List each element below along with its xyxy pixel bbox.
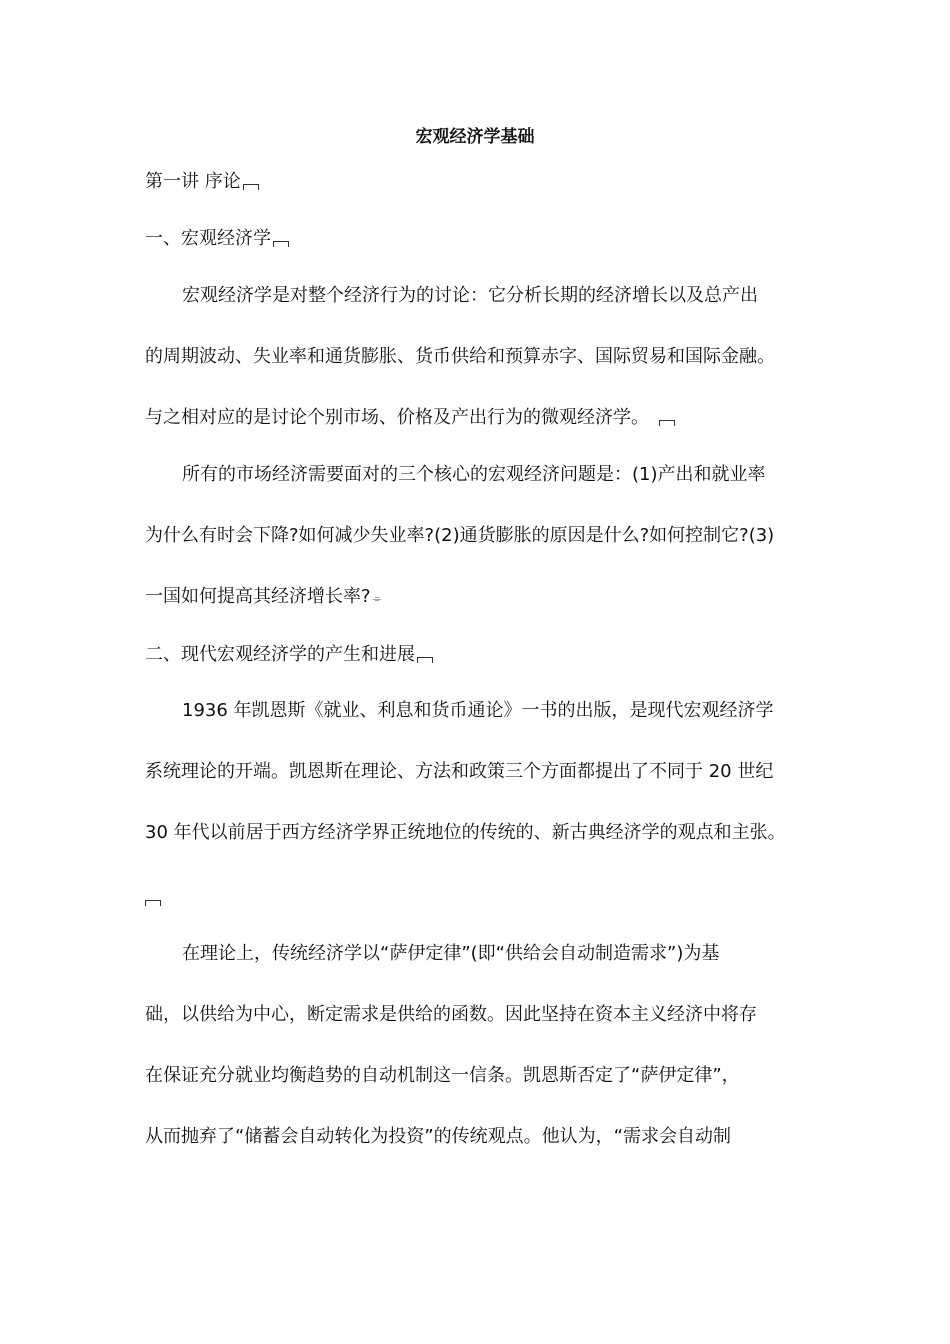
paragraph-mark-icon	[659, 420, 675, 426]
paragraph-line: 为什么有时会下降?如何减少失业率?(2)通货膨胀的原因是什么?如何控制它?(3)	[145, 525, 775, 546]
text-line: 一、宏观经济学	[145, 228, 271, 249]
paragraph-mark-icon	[243, 184, 259, 190]
paragraph-line: 在理论上，传统经济学以“萨伊定律”(即“供给会自动制造需求”)为基	[182, 943, 720, 964]
paragraph-line: 系统理论的开端。凯恩斯在理论、方法和政策三个方面都提出了不同于 20 世纪	[145, 761, 774, 782]
paragraph-line	[145, 584, 381, 612]
paragraph-mark-icon	[145, 900, 161, 906]
paragraph-line: 所有的市场经济需要面对的三个核心的宏观经济问题是：(1)产出和就业率	[182, 464, 766, 485]
paragraph-line: 础，以供给为中心，断定需求是供给的函数。因此坚持在资本主义经济中将存	[145, 1004, 757, 1025]
text-line: 一国如何提高其经济增长率?	[145, 586, 371, 607]
paragraph-line: 1936 年凯恩斯《就业、利息和货币通论》一书的出版，是现代宏观经济学	[182, 700, 774, 721]
paragraph-line: 的周期波动、失业率和通货膨胀、货币供给和预算赤字、国际贸易和国际金融。	[145, 346, 775, 367]
heading-section-2	[145, 642, 433, 668]
paragraph-line: 在保证充分就业均衡趋势的自动机制这一信条。凯恩斯否定了“萨伊定律”，	[145, 1065, 740, 1086]
text-line: 与之相对应的是讨论个别市场、价格及产出行为的微观经济学。	[145, 407, 649, 428]
heading-section-1	[145, 226, 289, 252]
text-line: 第一讲 序论	[145, 171, 241, 192]
paragraph-mark-icon	[273, 241, 289, 247]
paragraph-line: 从而抛弃了“储蓄会自动转化为投资”的传统观点。他认为，“需求会自动制	[145, 1126, 731, 1147]
paragraph-mark-line	[145, 885, 161, 911]
paragraph-line: 宏观经济学是对整个经济行为的讨论：它分析长期的经济增长以及总产出	[182, 285, 758, 306]
paragraph-line	[145, 405, 675, 431]
paragraph-mark-icon	[417, 657, 433, 663]
paragraph-end-icon: ⌯	[372, 592, 382, 605]
paragraph-line: 30 年代以前居于西方经济学界正统地位的传统的、新古典经济学的观点和主张。	[145, 822, 786, 843]
page-title: 宏观经济学基础	[415, 127, 535, 147]
heading-lecture	[145, 169, 259, 195]
text-line: 二、现代宏观经济学的产生和进展	[145, 644, 415, 665]
